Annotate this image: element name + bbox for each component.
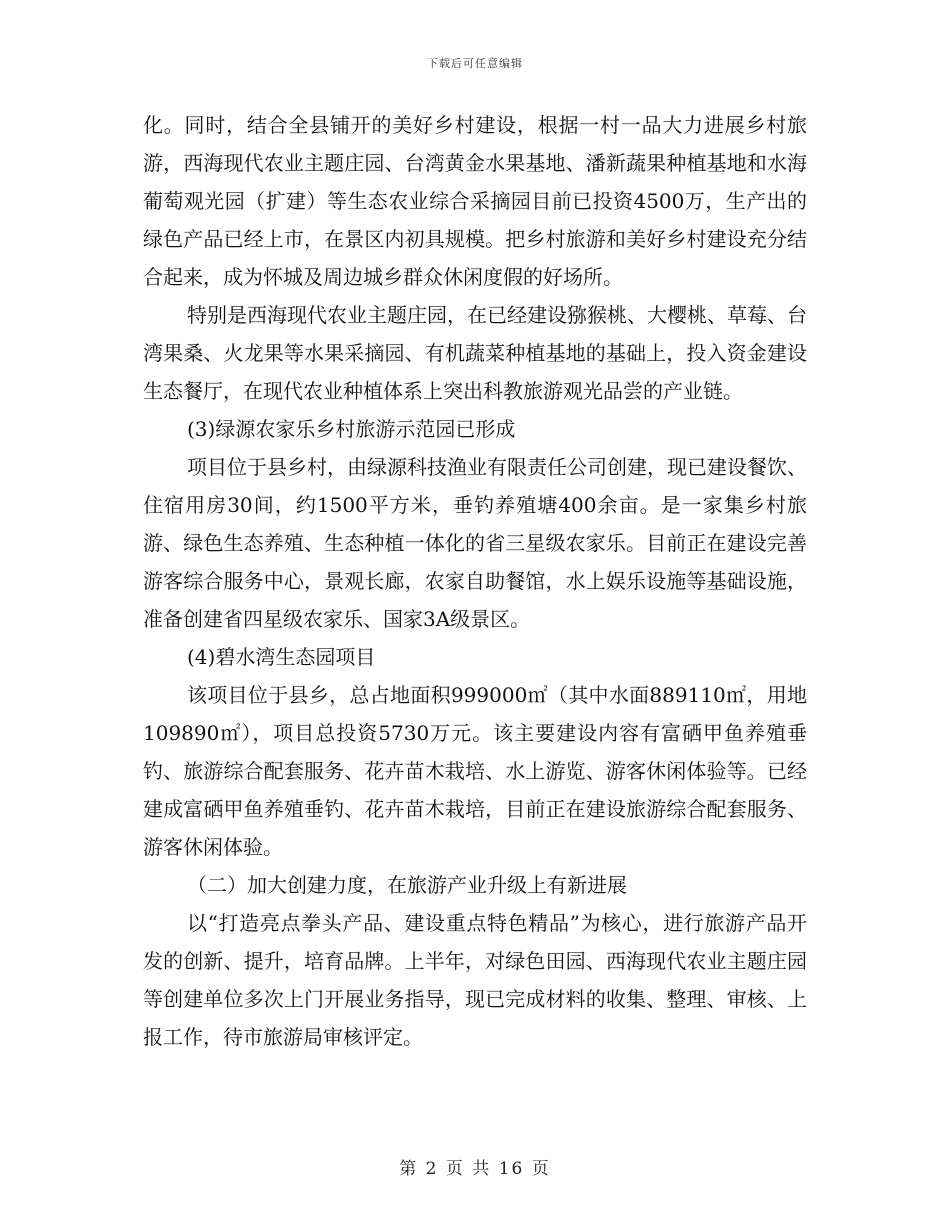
- page-number-footer: 第 2 页 共 16 页: [399, 1159, 551, 1179]
- page-header: 下载后可任意编辑: [427, 57, 523, 70]
- paragraph-3: 项目位于县乡村，由绿源科技渔业有限责任公司创建，现已建设餐饮、住宿用房30间，约1500平方米，垂钓养殖塘400余亩。是一家集乡村旅游、绿色生态养殖、生态种植一体化的省三星级农家乐。目前正在建设完善游客综合服务中心，景观长廊，农家自助餐馆，水上娱乐设施等基础设施，准备创建省四星级农家乐、国家3A级景区。: [143, 455, 807, 631]
- section-heading-4: (4)碧水湾生态园项目: [187, 645, 376, 669]
- section-heading-3: (3)绿源农家乐乡村旅游示范园已形成: [187, 417, 516, 441]
- paragraph-4: 该项目位于县乡，总占地面积999000㎡（其中水面889110㎡，用地109890㎡），项目总投资5730万元。该主要建设内容有富硒甲鱼养殖垂钓、旅游综合配套服务、花卉苗木栽培、水上游览、游客休闲体验等。已经建成富硒甲鱼养殖垂钓、花卉苗木栽培，目前正在建设旅游综合配套服务、游客休闲体验。: [143, 683, 807, 859]
- document-body: [143, 106, 807, 1056]
- section-heading-2: （二）加大创建力度，在旅游产业升级上有新进展: [187, 873, 627, 897]
- paragraph-1: 化。同时，结合全县铺开的美好乡村建设，根据一村一品大力进展乡村旅游，西海现代农业主题庄园、台湾黄金水果基地、潘新蔬果种植基地和水海葡萄观光园（扩建）等生态农业综合采摘园目前已投资4500万，生产出的绿色产品已经上市，在景区内初具规模。把乡村旅游和美好乡村建设充分结合起来，成为怀城及周边城乡群众休闲度假的好场所。: [143, 113, 807, 289]
- paragraph-2: 特别是西海现代农业主题庄园，在已经建设猕猴桃、大樱桃、草莓、台湾果桑、火龙果等水果采摘园、有机蔬菜种植基地的基础上，投入资金建设生态餐厅，在现代农业种植体系上突出科教旅游观光品尝的产业链。: [143, 303, 807, 403]
- paragraph-5: 以“打造亮点拳头产品、建设重点特色精品”为核心，进行旅游产品开发的创新、提升，培育品牌。上半年，对绿色田园、西海现代农业主题庄园等创建单位多次上门开展业务指导，现已完成材料的收集、整理、审核、上报工作，待市旅游局审核评定。: [143, 911, 807, 1049]
